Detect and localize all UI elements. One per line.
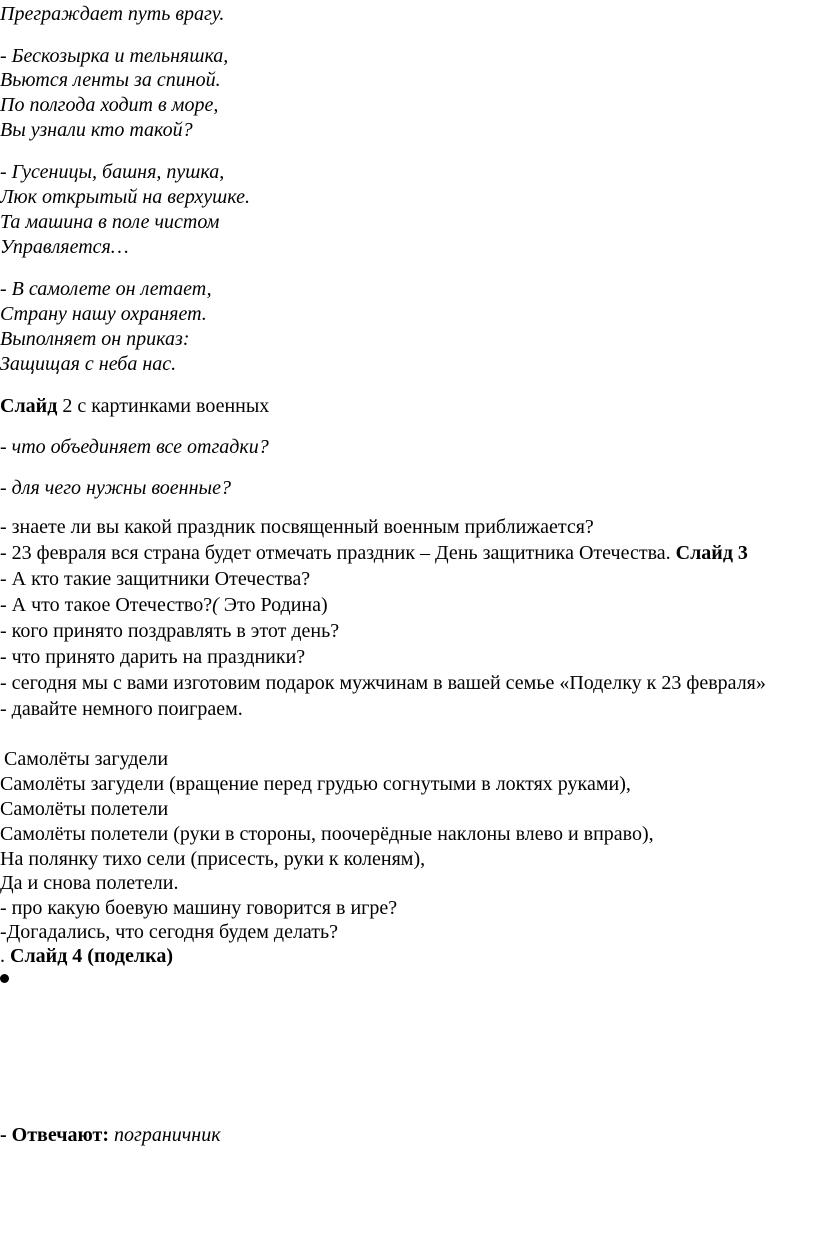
riddle-3-line-3: Та машина в поле чистом bbox=[0, 211, 220, 233]
slide-2-line bbox=[0, 394, 269, 418]
dialog-line-4-a: - А что такое Отечество? bbox=[0, 594, 213, 616]
answer-label: - Отвечают: bbox=[0, 1124, 110, 1146]
riddle-1-last-line: Преграждает путь врагу. bbox=[0, 3, 225, 25]
riddle-3-line-4: Управляется… bbox=[0, 236, 129, 258]
riddle-4-line-2: Страну нашу охраняет. bbox=[0, 303, 207, 325]
dialog-line-2-text: - 23 февраля вся страна будет отмечать праздник – День защитника Отечества. bbox=[0, 542, 676, 564]
riddle-2-line-2: Вьются ленты за спиной. bbox=[0, 69, 221, 91]
riddle-4-line-3: Выполняет он приказ: bbox=[0, 328, 190, 350]
riddle-4-line-4: Защищая с неба нас. bbox=[0, 353, 177, 375]
dialog-line-4-paren: ( bbox=[212, 594, 219, 616]
dialog-line-5: - кого принято поздравлять в этот день? bbox=[0, 620, 340, 642]
game-line-4: На полянку тихо сели (присесть, руки к коленям), bbox=[0, 848, 426, 870]
riddle-2-line-4: Вы узнали кто такой? bbox=[0, 119, 193, 141]
dialog-line-4 bbox=[0, 593, 328, 617]
game-title: Самолёты загудели bbox=[4, 748, 169, 770]
dialog-line-6: - что принято дарить на праздники? bbox=[0, 646, 306, 668]
game-line-1: Самолёты загудели (вращение перед грудью согнутыми в локтях руками), bbox=[0, 773, 631, 795]
game-line-5: Да и снова полетели. bbox=[0, 872, 179, 894]
answer-line bbox=[0, 1123, 221, 1147]
slide-4-label: Слайд 4 (поделка) bbox=[10, 945, 174, 967]
dialog-line-8: - давайте немного поиграем. bbox=[0, 698, 243, 720]
dialog-line-2 bbox=[0, 541, 748, 565]
slide-2-text: 2 с картинками военных bbox=[57, 395, 270, 417]
slide-4-line bbox=[0, 944, 173, 968]
dialog-line-7: - сегодня мы с вами изготовим подарок мужчинам в вашей семье «Поделку к 23 февраля» bbox=[0, 672, 766, 694]
riddle-3-line-2: Люк открытый на верхушке. bbox=[0, 186, 250, 208]
slide-3-label: Слайд 3 bbox=[675, 542, 748, 564]
answer-value: пограничник bbox=[109, 1124, 221, 1146]
slide-4-prefix: . bbox=[0, 945, 10, 967]
dialog-line-3: - А кто такие защитники Отечества? bbox=[0, 568, 311, 590]
game-line-6: - про какую боевую машину говорится в игре? bbox=[0, 897, 398, 919]
riddle-2-line-1: - Бескозырка и тельняшка, bbox=[0, 45, 229, 67]
question-line-2: - для чего нужны военные? bbox=[0, 477, 231, 499]
game-line-7: -Догадались, что сегодня будем делать? bbox=[0, 921, 339, 943]
dialog-line-1: - знаете ли вы какой праздник посвященный военным приближается? bbox=[0, 516, 594, 538]
riddle-4-line-1: - В самолете он летает, bbox=[0, 278, 212, 300]
riddle-2-line-3: По полгода ходит в море, bbox=[0, 94, 219, 116]
slide-2-label: Слайд bbox=[0, 395, 58, 417]
bullet-icon bbox=[0, 974, 9, 983]
question-line-1: - что объединяет все отгадки? bbox=[0, 436, 269, 458]
game-line-3: Самолёты полетели (руки в стороны, поочерёдные наклоны влево и вправо), bbox=[0, 823, 654, 845]
riddle-3-line-1: - Гусеницы, башня, пушка, bbox=[0, 161, 225, 183]
dialog-line-4-c: Это Родина) bbox=[218, 594, 328, 616]
game-line-2: Самолёты полетели bbox=[0, 798, 169, 820]
